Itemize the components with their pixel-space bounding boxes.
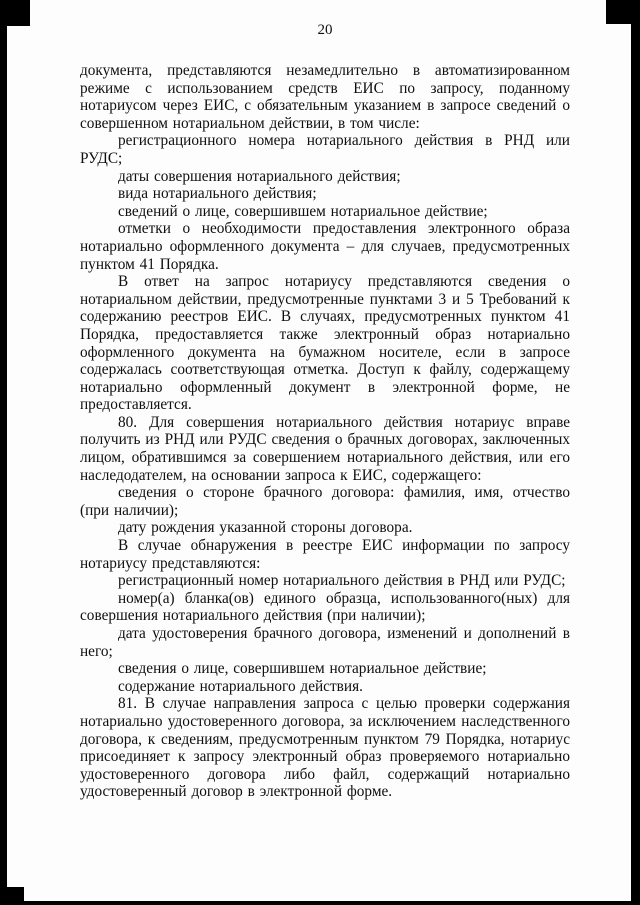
paragraph: вида нотариального действия;: [118, 185, 317, 203]
paragraph: документа, представляются незамедлительно в автоматизированном режиме с использованием средств ЕИС по запросу, поданному нотариусом через ЕИС, с обязательным указанием в запросе сведений о совершенном нотариальном действии, в том числе:: [80, 62, 570, 132]
paragraph: содержание нотариального действия.: [118, 677, 363, 695]
scan-edge-right: [631, 0, 640, 905]
document-page: [80, 22, 570, 801]
paragraph: сведения о лице, совершившем нотариальное действие;: [118, 660, 487, 678]
paragraph: отметки о необходимости предоставления электронного образа нотариально оформленного документа – для случаев, предусмотренных пунктом 41 Порядка.: [80, 220, 570, 273]
paragraph: регистрационного номера нотариального действия в РНД или РУДС;: [80, 132, 570, 167]
paragraph: дату рождения указанной стороны договора.: [118, 519, 413, 537]
page-number: 20: [317, 22, 333, 38]
paragraph: даты совершения нотариального действия;: [118, 167, 401, 185]
paragraph: В случае обнаружения в реестре ЕИС информации по запросу нотариусу представляются:: [80, 537, 570, 572]
paragraph: сведения о стороне брачного договора: фамилия, имя, отчество (при наличии);: [80, 484, 570, 519]
paragraph: 81. В случае направления запроса с целью проверки содержания нотариально удостоверенного договора, за исключением наследственного договора, к сведениям, предусмотренным пунктом 79 Порядка, нотариус присоединяет к запросу электронный образ проверяемого нотариально удостоверенного договора либо файл, содержащий нотариально удостоверенный договор в электронной форме.: [80, 695, 570, 801]
scan-edge-bottom: [0, 901, 640, 905]
paragraph: В ответ на запрос нотариусу представляются сведения о нотариальном действии, предусмотренные пунктами 3 и 5 Требований к содержанию реестров ЕИС. В случаях, предусмотренных пунктом 41 Порядка, предоставляется также электронный образ нотариально оформленного документа на бумажном носителе, если в запросе содержалась соответствующая отметка. Доступ к файлу, содержащему нотариально оформленный документ в электронной форме, не предоставляется.: [80, 273, 570, 414]
paragraph: номер(а) бланка(ов) единого образца, использованного(ных) для совершения нотариального действия (при наличии);: [80, 589, 570, 625]
scan-corner-top-right: [606, 0, 640, 24]
paragraph: регистрационный номер нотариального действия в РНД или РУДС;: [118, 572, 566, 590]
scan-edge-left: [0, 0, 7, 905]
scan-corner-top-left: [0, 0, 30, 26]
paragraph: дата удостоверения брачного договора, изменений и дополнений в него;: [80, 625, 570, 660]
paragraph: сведений о лице, совершившем нотариальное действие;: [118, 202, 488, 220]
paragraph: 80. Для совершения нотариального действия нотариус вправе получить из РНД или РУДС сведения о брачных договорах, заключенных лицом, обратившимся за совершением нотариального действия, или его наследодателем, на основании запроса к ЕИС, содержащего:: [80, 413, 570, 484]
